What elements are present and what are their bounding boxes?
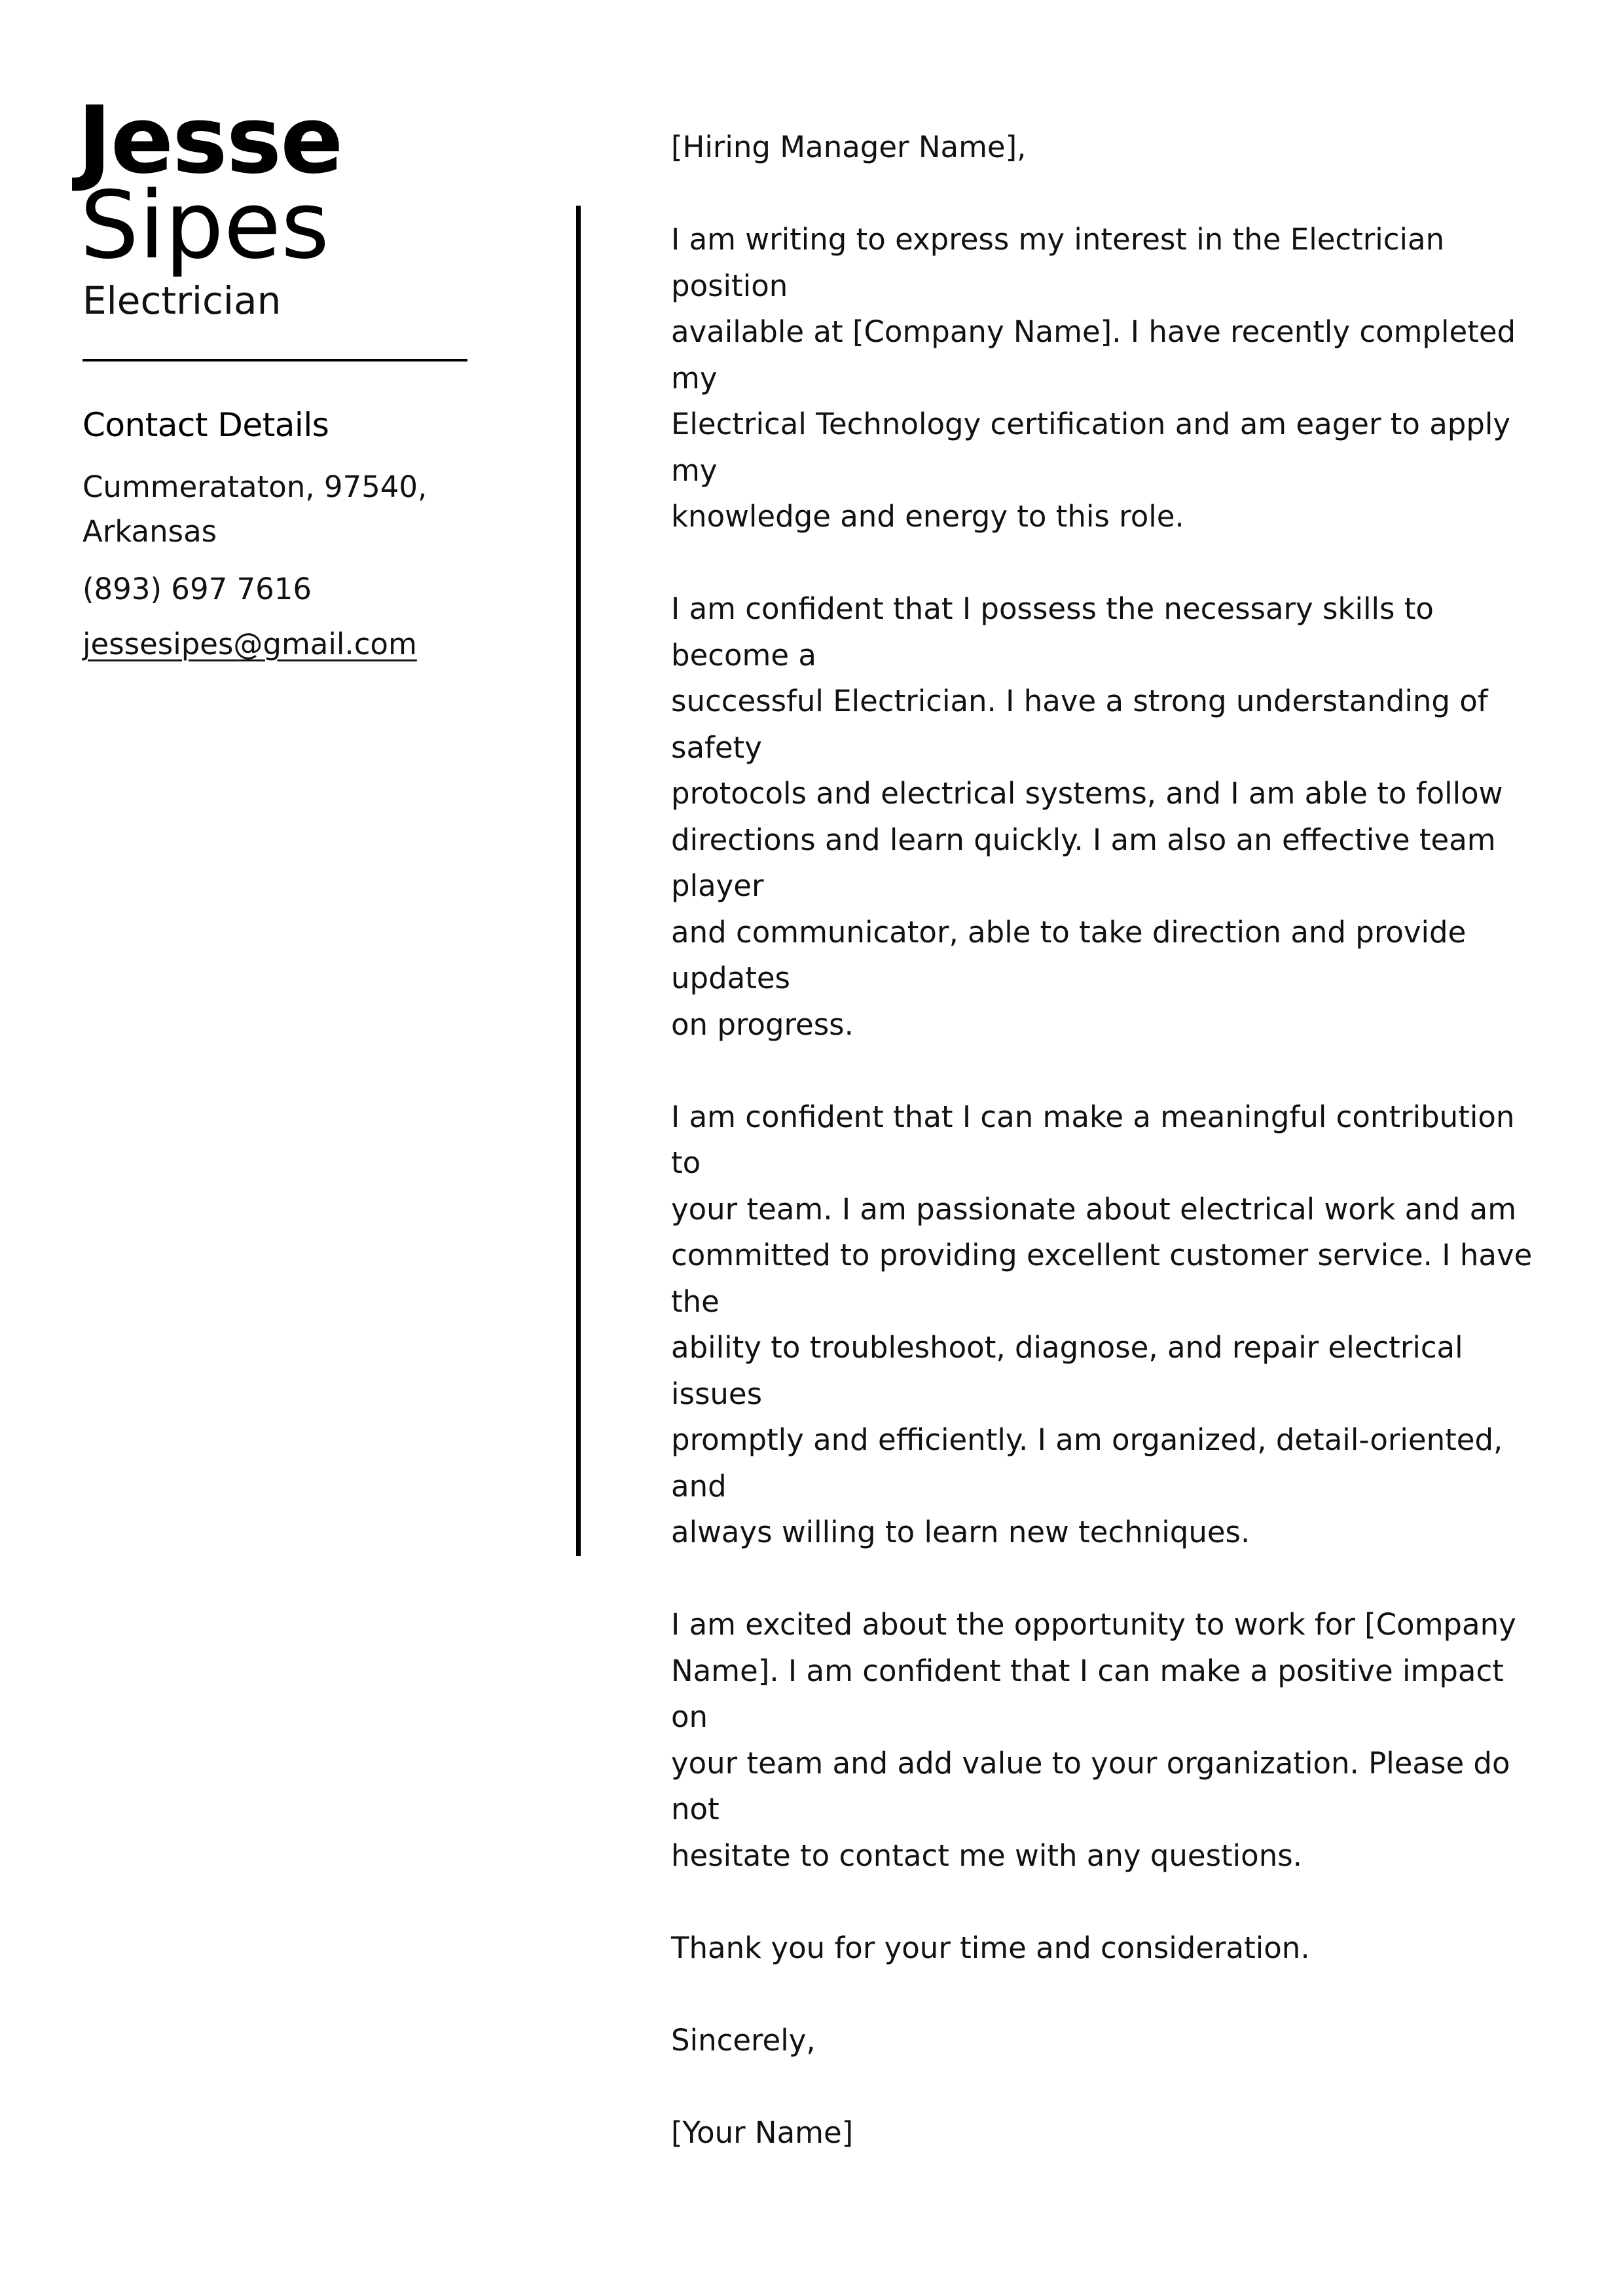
contact-address-line2: Arkansas	[82, 514, 217, 549]
sidebar	[77, 86, 470, 667]
letter-line: Electrical Technology certification and am eager to apply my	[671, 407, 1511, 488]
letter-signature: [Your Name]	[671, 2115, 854, 2150]
letter-body	[671, 124, 1535, 2202]
letter-paragraph-1	[671, 217, 1535, 540]
contact-phone: (893) 697 7616	[82, 572, 312, 606]
letter-line: available at [Company Name]. I have recently completed my	[671, 314, 1516, 396]
letter-line: Name]. I am confident that I can make a positive impact on	[671, 1653, 1504, 1734]
name-underline-rule	[82, 359, 467, 361]
job-title: Electrician	[82, 278, 282, 323]
letter-line: I am confident that I can make a meaningful contribution to	[671, 1099, 1515, 1180]
letter-line: knowledge and energy to this role.	[671, 499, 1184, 534]
letter-line: I am confident that I possess the necessary skills to become a	[671, 591, 1434, 673]
letter-line: your team. I am passionate about electrical work and am	[671, 1191, 1517, 1227]
contact-details-heading: Contact Details	[82, 406, 329, 444]
letter-line: always willing to learn new techniques.	[671, 1515, 1250, 1549]
vertical-divider	[576, 206, 581, 1556]
letter-line: successful Electrician. I have a strong understanding of safety	[671, 684, 1488, 765]
contact-email-link[interactable]: jessesipes@gmail.com	[82, 627, 417, 661]
letter-line: ability to troubleshoot, diagnose, and repair electrical issues	[671, 1330, 1463, 1411]
letter-paragraph-2	[671, 586, 1535, 1048]
letter-line: promptly and efficiently. I am organized, detail-oriented, and	[671, 1422, 1503, 1504]
last-name: Sipes	[80, 172, 330, 280]
letter-line: on progress.	[671, 1007, 854, 1042]
letter-line: your team and add value to your organization. Please do not	[671, 1745, 1510, 1826]
contact-address-line1: Cummerataton, 97540,	[82, 470, 428, 504]
letter-line: committed to providing excellent customer service. I have the	[671, 1238, 1533, 1319]
letter-paragraph-4	[671, 1602, 1535, 1879]
letter-line: and communicator, able to take direction and provide updates	[671, 914, 1467, 995]
first-name: Jesse	[77, 86, 342, 194]
letter-line: protocols and electrical systems, and I am able to follow	[671, 776, 1503, 811]
letter-line: I am writing to express my interest in the Electrician position	[671, 222, 1445, 303]
letter-line: I am excited about the opportunity to work for [Company	[671, 1607, 1516, 1642]
letter-paragraph-3	[671, 1094, 1535, 1556]
letter-salutation: [Hiring Manager Name],	[671, 130, 1027, 164]
letter-line: directions and learn quickly. I am also an effective team player	[671, 822, 1496, 903]
letter-line: hesitate to contact me with any questions.	[671, 1838, 1302, 1873]
letter-closing: Sincerely,	[671, 2022, 816, 2058]
letter-thanks: Thank you for your time and consideration.	[671, 1930, 1310, 1965]
